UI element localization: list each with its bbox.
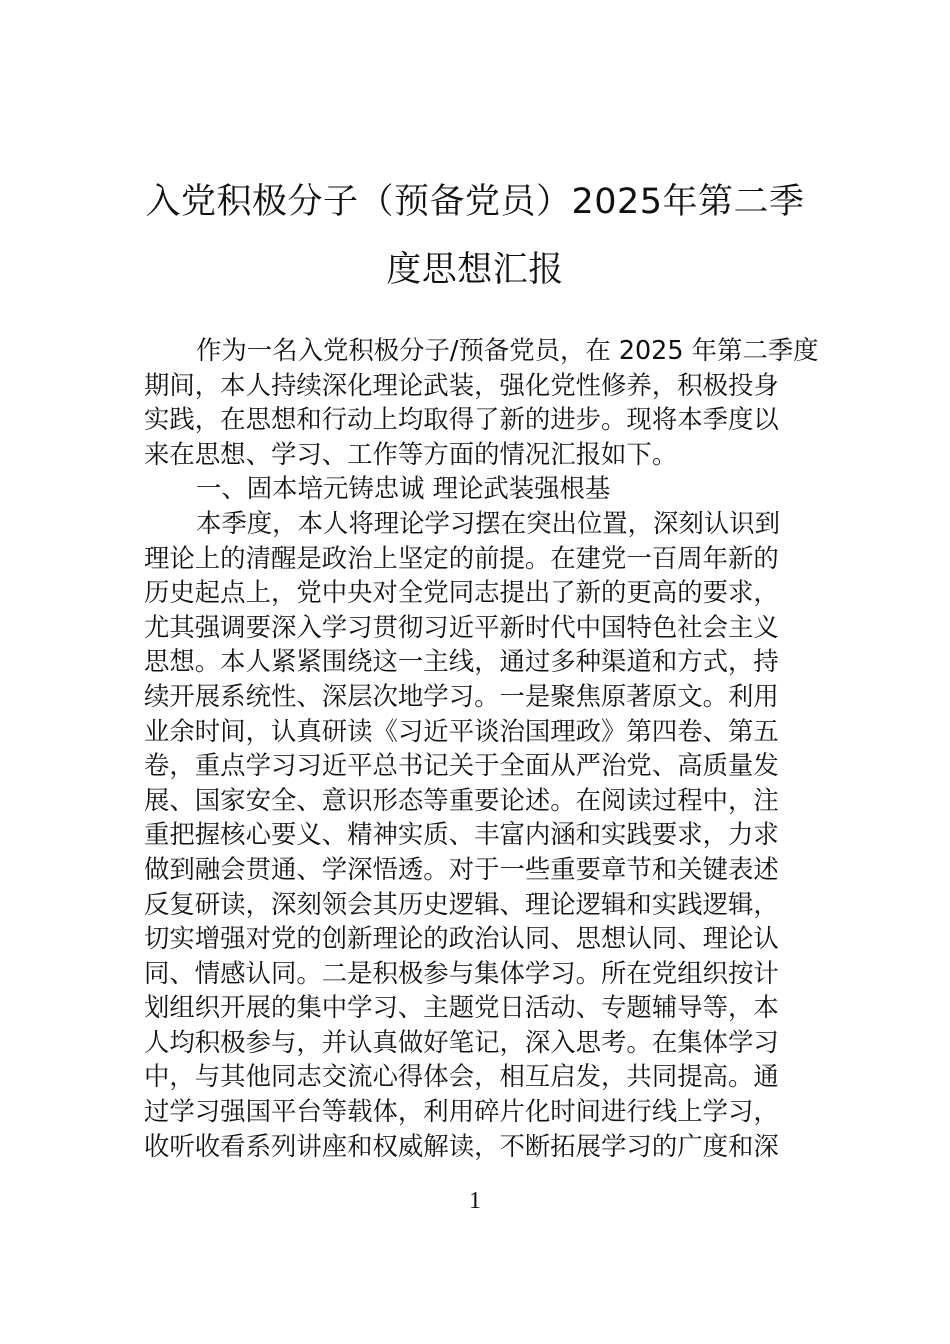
body-line: 划组织开展的集中学习、主题党日活动、专题辅导等，本 — [144, 992, 779, 1023]
section-heading: 一、固本培元铸忠诚 理论武装强根基 — [196, 473, 611, 504]
body-line: 重把握核心要义、精神实质、丰富内涵和实践要求，力求 — [144, 819, 779, 850]
body-line: 思想。本人紧紧围绕这一主线，通过多种渠道和方式，持 — [144, 646, 779, 677]
body-line: 实践，在思想和行动上均取得了新的进步。现将本季度以 — [144, 404, 779, 435]
body-line: 历史起点上，党中央对全党同志提出了新的更高的要求， — [144, 577, 779, 608]
body-line: 期间，本人持续深化理论武装，强化党性修养，积极投身 — [144, 369, 779, 400]
document-title — [140, 168, 810, 304]
body-line: 中，与其他同志交流心得体会，相互启发，共同提高。通 — [144, 1061, 779, 1092]
body-line: 业余时间，认真研读《习近平谈治国理政》第四卷、第五 — [144, 715, 779, 746]
body-line: 过学习强国平台等载体，利用碎片化时间进行线上学习， — [144, 1096, 779, 1127]
body-line: 本季度，本人将理论学习摆在突出位置，深刻认识到 — [196, 507, 780, 538]
body-line: 反复研读，深刻领会其历史逻辑、理论逻辑和实践逻辑， — [144, 888, 779, 919]
body-line: 同、情感认同。二是积极参与集体学习。所在党组织按计 — [144, 957, 779, 988]
title-line-1: 入党积极分子（预备党员）2025年第二季 — [145, 182, 805, 222]
body-line: 来在思想、学习、工作等方面的情况汇报如下。 — [144, 438, 678, 469]
body-line: 人均积极参与，并认真做好笔记，深入思考。在集体学习 — [144, 1026, 779, 1057]
body-line: 做到融会贯通、学深悟透。对于一些重要章节和关键表述 — [144, 853, 779, 884]
body-line: 作为一名入党积极分子/预备党员，在 2025 年第二季度 — [196, 335, 819, 365]
body-line: 切实增强对党的创新理论的政治认同、思想认同、理论认 — [144, 923, 779, 954]
body-line: 续开展系统性、深层次地学习。一是聚焦原著原文。利用 — [144, 680, 779, 711]
body-line: 收听收看系列讲座和权威解读，不断拓展学习的广度和深 — [144, 1130, 779, 1161]
body-line: 尤其强调要深入学习贯彻习近平新时代中国特色社会主义 — [144, 611, 779, 642]
body-line: 展、国家安全、意识形态等重要论述。在阅读过程中，注 — [144, 784, 779, 815]
page-number: 1 — [469, 1188, 481, 1214]
body-line: 理论上的清醒是政治上坚定的前提。在建党一百周年新的 — [144, 542, 779, 573]
body-line: 卷，重点学习习近平总书记关于全面从严治党、高质量发 — [144, 750, 779, 781]
document-body — [144, 333, 819, 1163]
title-line-2: 度思想汇报 — [386, 250, 564, 290]
